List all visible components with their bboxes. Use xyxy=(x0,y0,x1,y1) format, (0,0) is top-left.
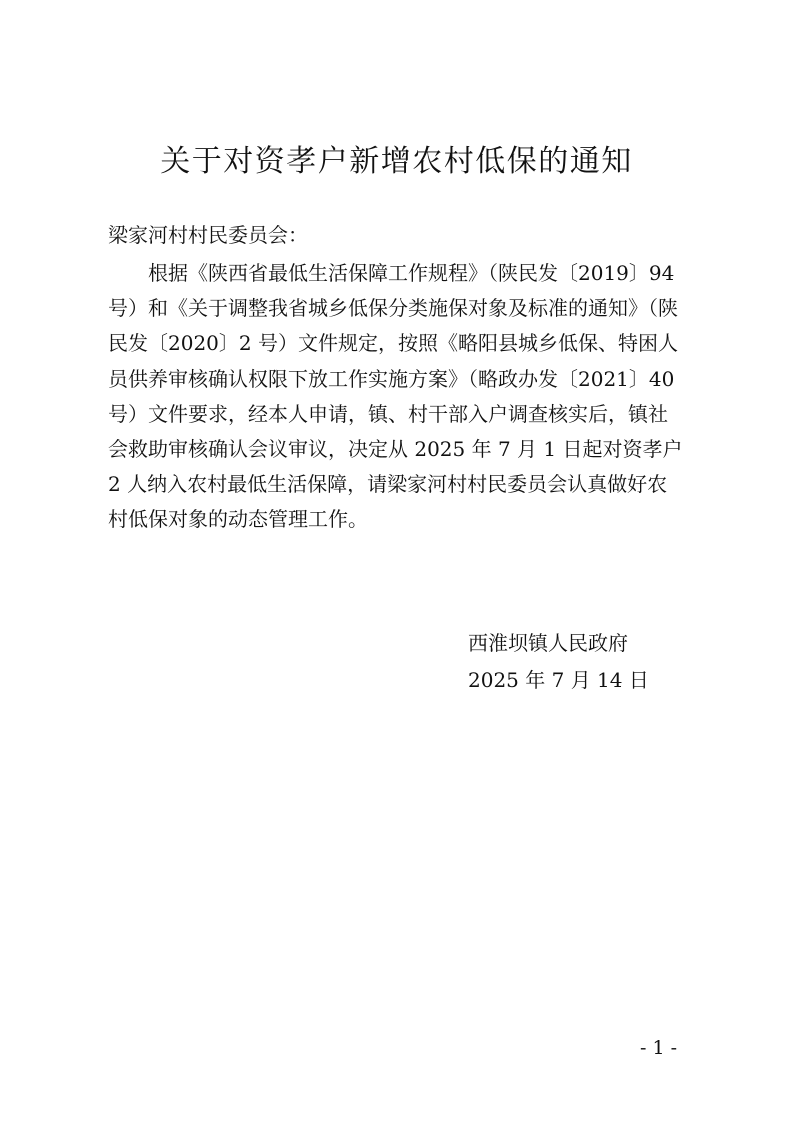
body-line: 村低保对象的动态管理工作。 xyxy=(108,507,368,532)
signature-block xyxy=(468,625,649,699)
page-number: - 1 - xyxy=(640,1037,678,1059)
body-line: 号）文件要求，经本人申请，镇、村干部入户调查核实后，镇社 xyxy=(108,401,668,426)
body-line: 2 人纳入农村最低生活保障，请梁家河村村民委员会认真做好农 xyxy=(108,472,668,497)
body-line: 根据《陕西省最低生活保障工作规程》（陕民发〔2019〕94 xyxy=(148,261,675,285)
document-title: 关于对资孝户新增农村低保的通知 xyxy=(160,144,633,179)
body-line: 民发〔2020〕2 号）文件规定，按照《略阳县城乡低保、特困人 xyxy=(108,331,678,356)
body-line: 员供养审核确认权限下放工作实施方案》（略政办发〔2021〕40 xyxy=(108,366,675,391)
body-line: 号）和《关于调整我省城乡低保分类施保对象及标准的通知》（陕 xyxy=(108,296,678,321)
body-line: 会救助审核确认会议审议，决定从 2025 年 7 月 1 日起对资孝户 xyxy=(108,436,683,461)
notice-body xyxy=(108,256,698,538)
issue-date: 2025 年 7 月 14 日 xyxy=(468,668,649,692)
salutation: 梁家河村村民委员会： xyxy=(108,223,308,247)
issuer-name: 西淮坝镇人民政府 xyxy=(468,631,628,655)
